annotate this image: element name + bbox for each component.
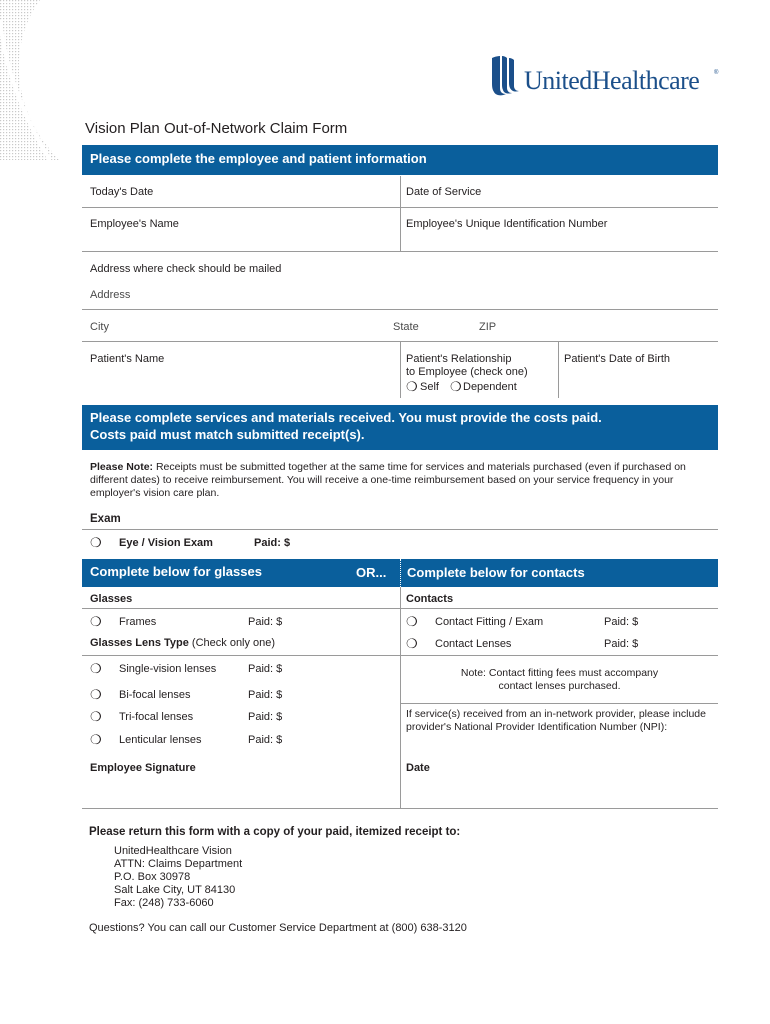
section1-banner — [82, 145, 718, 175]
relationship-label-line1: Patient's Relationship — [406, 353, 512, 365]
contacts-heading: Contacts — [406, 593, 454, 605]
city-field[interactable]: City — [90, 321, 109, 333]
contact-fee-note: Note: Contact fitting fees must accompany contact lenses purchased. — [460, 667, 659, 692]
trifocal-paid-field[interactable]: Paid: $ — [248, 711, 283, 723]
frames-paid-field[interactable]: Paid: $ — [248, 616, 283, 628]
contact-fitting-paid-field[interactable]: Paid: $ — [604, 616, 639, 628]
brand-name: UnitedHealthcare — [524, 66, 700, 95]
bifocal-paid-field[interactable]: Paid: $ — [248, 689, 283, 701]
return-heading: Please return this form with a copy of your paid, itemized receipt to: — [89, 826, 461, 838]
eye-exam-checkbox-icon[interactable]: ❍ — [90, 535, 102, 550]
self-checkbox-icon[interactable]: ❍ — [406, 379, 418, 394]
divider — [558, 342, 559, 398]
divider — [400, 176, 401, 208]
employee-uid-field[interactable]: Employee's Unique Identification Number — [406, 218, 608, 230]
lenticular-paid-field[interactable]: Paid: $ — [248, 734, 283, 746]
relationship-label-line2: to Employee (check one) — [406, 366, 528, 378]
lens-type-heading: Glasses Lens Type (Check only one) — [90, 637, 276, 649]
contacts-bar-title: Complete below for contacts — [407, 565, 585, 580]
contact-lenses-paid-field[interactable]: Paid: $ — [604, 638, 639, 650]
return-address-line1: UnitedHealthcare Vision — [114, 845, 232, 857]
questions-text: Questions? You can call our Customer Service Department at (800) 638-3120 — [89, 922, 467, 934]
bifocal-checkbox-icon[interactable]: ❍ — [90, 687, 102, 702]
return-address-line3: P.O. Box 30978 — [114, 871, 191, 883]
please-note-text: Receipts must be submitted together at the same time for services and materials purchased (even if purchased on different dates) to receive reimbursement. You will receive a one-time reimbursement based on your service frequency in your employer's vision care plan. — [90, 461, 686, 499]
form-title: Vision Plan Out-of-Network Claim Form — [85, 120, 348, 137]
eye-exam-paid-field[interactable]: Paid: $ — [254, 537, 291, 549]
section2-title-line1: Please complete services and materials received. You must provide the costs paid. — [90, 410, 602, 425]
contact-fitting-checkbox-icon[interactable]: ❍ — [406, 614, 418, 629]
date-of-service-field[interactable]: Date of Service — [406, 186, 482, 198]
divider — [400, 587, 401, 809]
address-field[interactable]: Address — [90, 289, 131, 301]
single-vision-label: Single-vision lenses — [119, 663, 217, 675]
divider — [400, 559, 401, 587]
section1-title: Please complete the employee and patient information — [90, 151, 427, 166]
employee-signature-field[interactable]: Employee Signature — [90, 762, 196, 774]
npi-field[interactable]: If service(s) received from an in-network provider, please include provider's National Provider Identification Number (NPI): — [406, 708, 706, 733]
dependent-label: Dependent — [463, 381, 517, 393]
trifocal-checkbox-icon[interactable]: ❍ — [90, 709, 102, 724]
return-fax: Fax: (248) 733-6060 — [114, 897, 214, 909]
single-vision-paid-field[interactable]: Paid: $ — [248, 663, 283, 675]
divider — [82, 529, 718, 530]
relationship-hint: (check one) — [470, 366, 528, 378]
zip-field[interactable]: ZIP — [479, 321, 497, 333]
dependent-checkbox-icon[interactable]: ❍ — [450, 379, 462, 394]
please-note-label: Please Note: — [90, 461, 154, 473]
corner-decoration — [0, 0, 60, 160]
lens-type-hint: (Check only one) — [191, 637, 276, 649]
glasses-heading: Glasses — [90, 593, 133, 605]
single-vision-checkbox-icon[interactable]: ❍ — [90, 661, 102, 676]
registered-mark: ® — [714, 70, 719, 76]
frames-label: Frames — [119, 616, 157, 628]
exam-heading: Exam — [90, 513, 121, 525]
contact-lenses-checkbox-icon[interactable]: ❍ — [406, 636, 418, 651]
trifocal-label: Tri-focal lenses — [119, 711, 194, 723]
glasses-bar-title: Complete below for glasses — [90, 564, 262, 579]
patient-name-field[interactable]: Patient's Name — [90, 353, 165, 365]
eye-exam-label: Eye / Vision Exam — [119, 537, 213, 549]
state-field[interactable]: State — [393, 321, 419, 333]
divider — [82, 655, 718, 656]
divider — [401, 703, 718, 704]
employee-name-field[interactable]: Employee's Name — [90, 218, 179, 230]
contact-fitting-label: Contact Fitting / Exam — [435, 616, 544, 628]
divider — [400, 342, 401, 398]
divider — [82, 251, 718, 252]
bifocal-label: Bi-focal lenses — [119, 689, 191, 701]
or-label: OR... — [356, 565, 387, 580]
divider — [400, 208, 401, 252]
patient-dob-field[interactable]: Patient's Date of Birth — [564, 353, 671, 365]
lenticular-checkbox-icon[interactable]: ❍ — [90, 732, 102, 747]
divider — [82, 309, 718, 310]
self-label: Self — [420, 381, 439, 393]
section2-title-line2: Costs paid must match submitted receipt(s). — [90, 427, 365, 442]
frames-checkbox-icon[interactable]: ❍ — [90, 614, 102, 629]
return-address-line2: ATTN: Claims Department — [114, 858, 243, 870]
signature-date-field[interactable]: Date — [406, 762, 430, 774]
address-mailed-label: Address where check should be mailed — [90, 263, 282, 275]
contact-lenses-label: Contact Lenses — [435, 638, 512, 650]
todays-date-field[interactable]: Today's Date — [90, 186, 154, 198]
lenticular-label: Lenticular lenses — [119, 734, 202, 746]
section2-banner — [82, 405, 718, 450]
return-address-line4: Salt Lake City, UT 84130 — [114, 884, 236, 896]
please-note-paragraph — [90, 461, 715, 500]
divider — [82, 808, 718, 809]
